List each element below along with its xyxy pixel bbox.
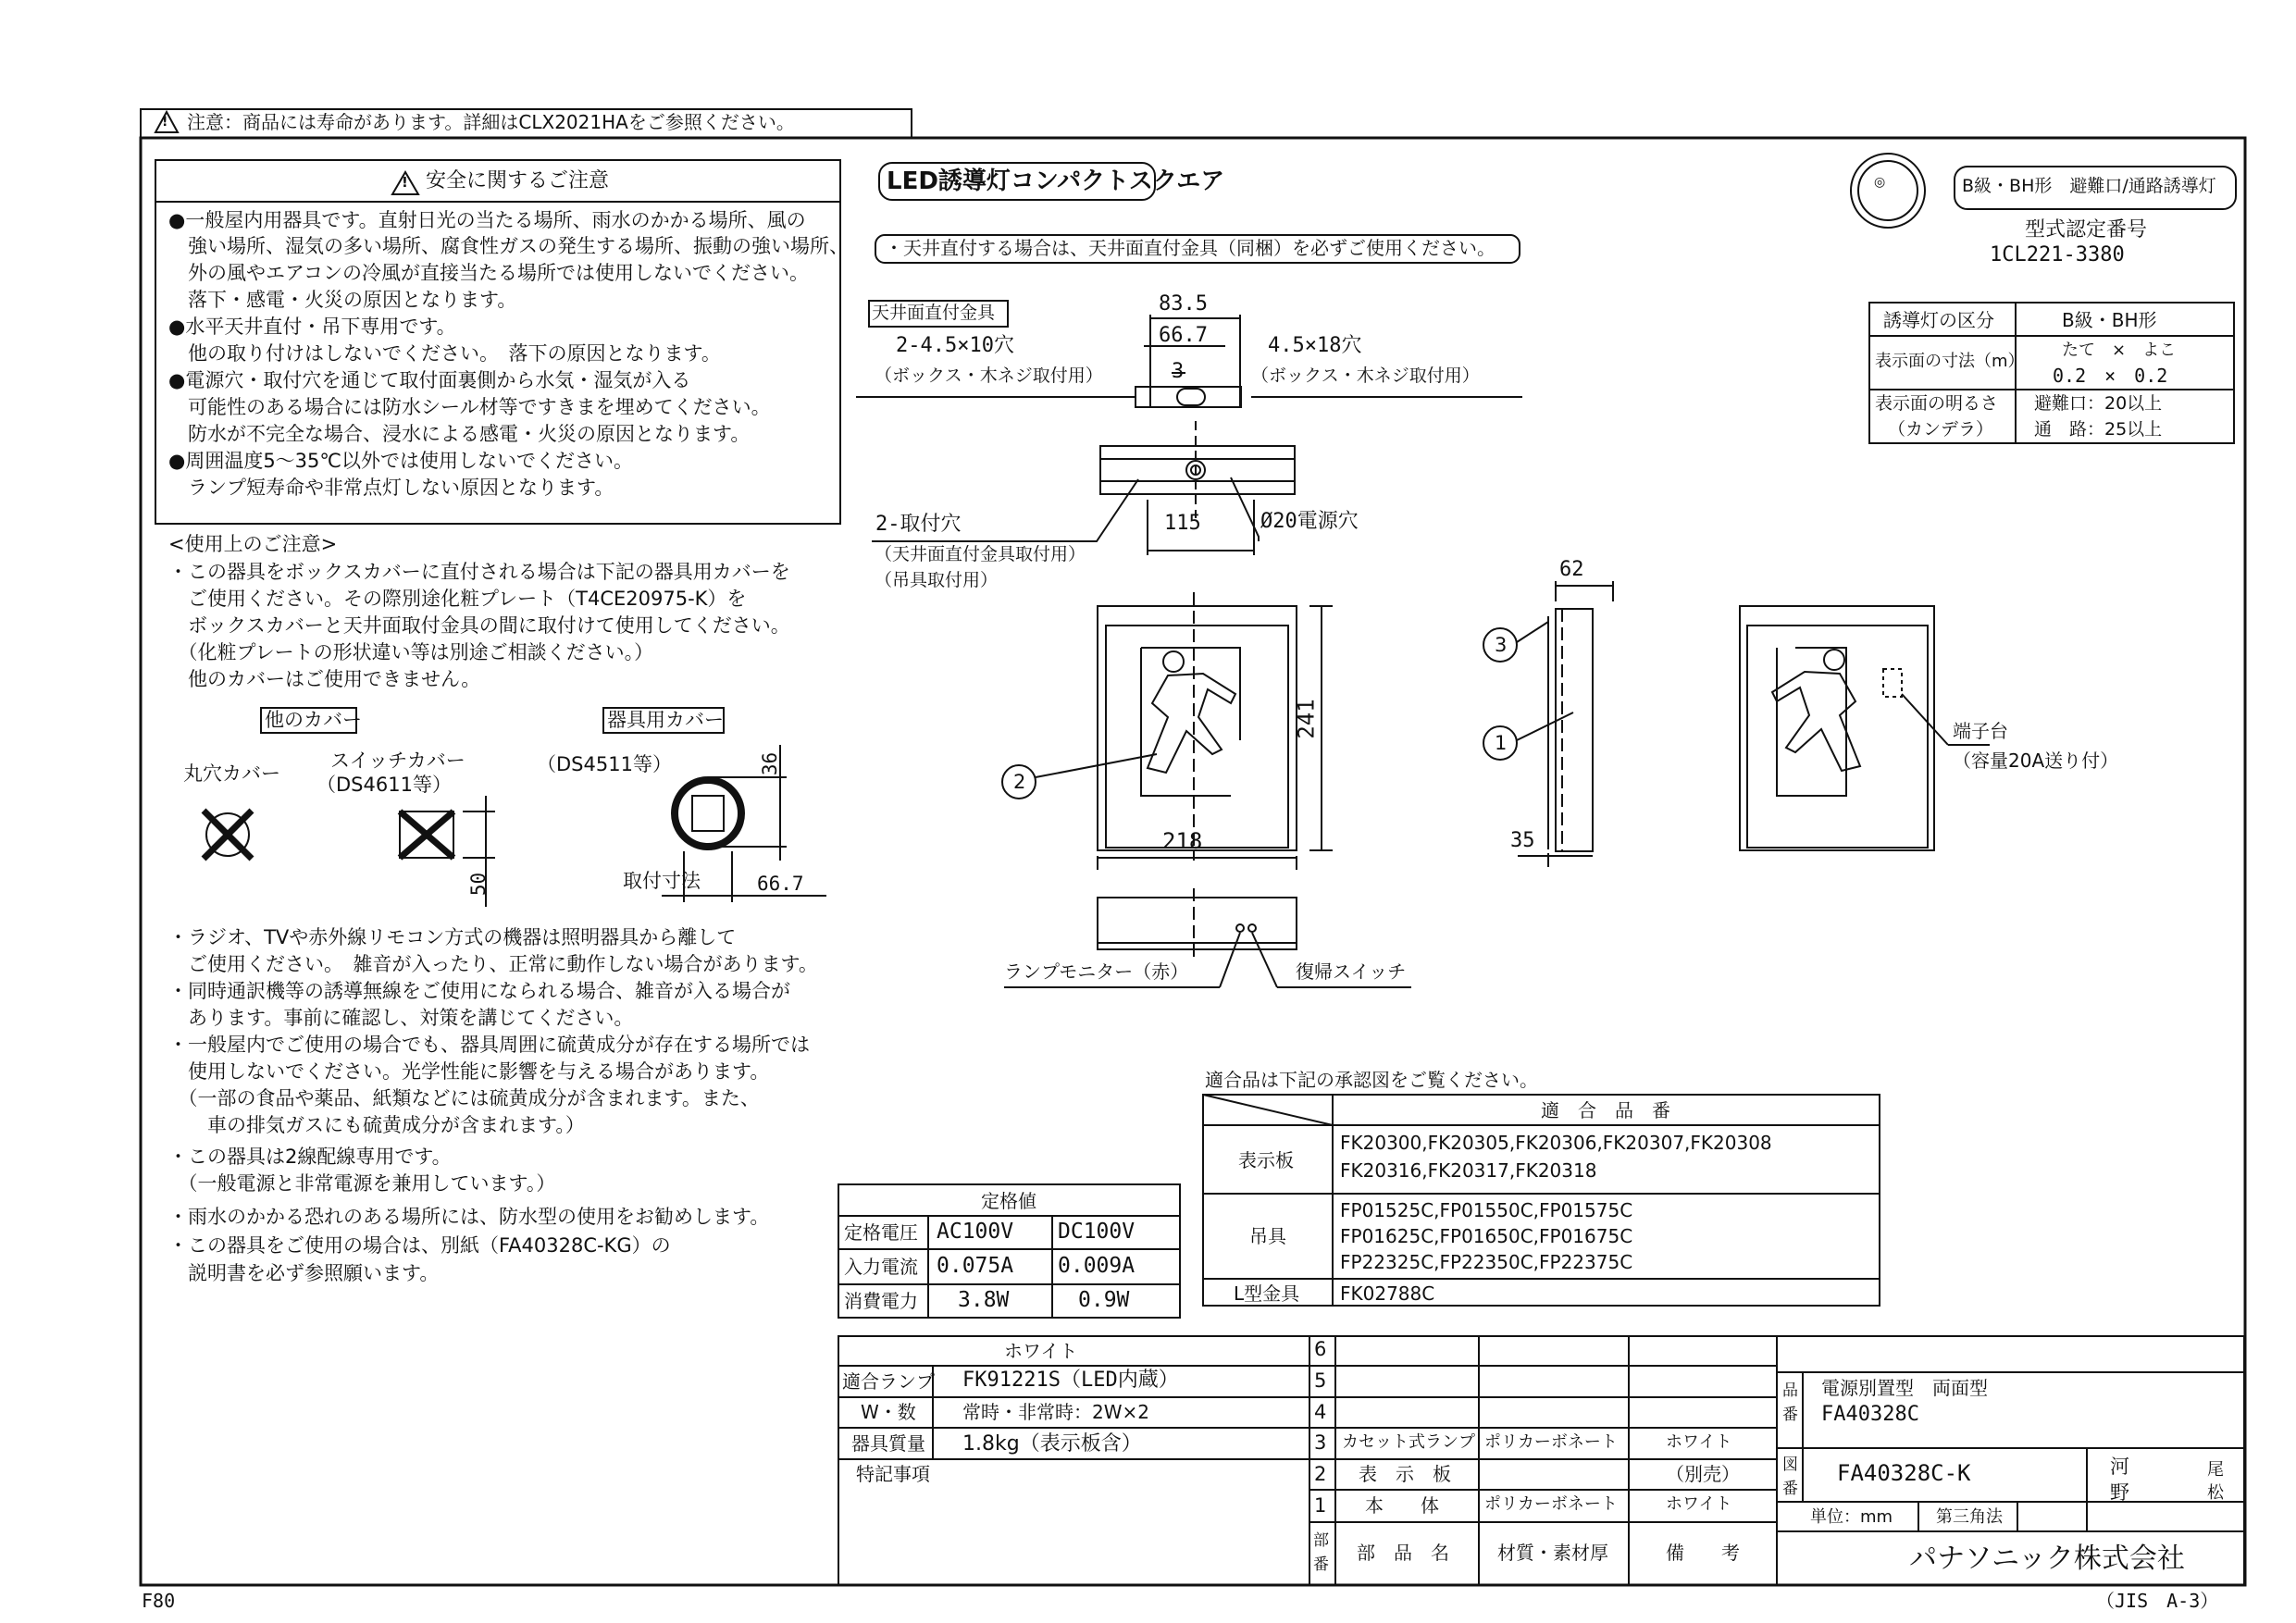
switch-cover-model: （DS4611等） [316,774,452,796]
usage-line: （化粧プレートの形状違い等は別途ご相談ください。） [168,641,654,663]
callout-2: 2 [1013,771,1026,793]
safety-line: ●水平天井直付・吊下専用です。 [168,316,456,338]
dim-35: 35 [1510,829,1535,852]
lamp-label: 適合ランプ [842,1370,935,1393]
dim-218: 218 [1162,828,1203,854]
switch-cover-label: スイッチカバー [330,750,465,772]
rating-cell: 0.009A [1058,1254,1136,1278]
compat-value: FK20316,FK20317,FK20318 [1340,1159,1597,1182]
safety-title: 安全に関するご注意 [426,169,610,192]
cert-cell: B級・BH形 [2062,309,2157,331]
part-name: 本 体 [1365,1494,1439,1517]
usage-line: （一部の食品や薬品、紙類などには硫黄成分が含まれます。また、 [168,1087,760,1109]
grade-box: B級・BH形 避難口/通路誘導灯 [1962,176,2216,196]
dim-115: 115 [1164,512,1201,535]
safety-line: 外の風やエアコンの冷風が直接当たる場所では使用しないでください。 [168,262,809,284]
dim-3: 3 [1172,360,1185,383]
part-no: 1 [1314,1494,1327,1517]
other-cover-label: 他のカバー [265,709,362,731]
usage-line: あります。事前に確認し、対策を講じてください。 [168,1007,634,1029]
usage-line: 他のカバーはご使用できません。 [168,668,481,690]
callout-1: 1 [1495,732,1508,754]
usage-line: ・一般屋内でご使用の場合でも、器具周囲に硫黄成分が存在する場所では [168,1034,810,1056]
model-no: 1CL221-3380 [1990,243,2125,266]
cert-cell: たて × よこ [2062,341,2177,360]
company-name: パナソニック株式会社 [1909,1542,2185,1575]
safety-line: 他の取り付けはしないでください。 落下の原因となります。 [168,342,721,365]
parts-header-no: 部番 [1313,1531,1329,1574]
mount-holes: 2-取付穴 [875,513,962,536]
safety-line: 可能性のある場合には防水シール材等ですきまを埋めてください。 [168,396,771,418]
fixture-cover-model: （DS4511等） [537,753,672,775]
color-value: ホワイト [1004,1340,1078,1362]
usage-line: 使用しないでください。光学性能に影響を与える場合があります。 [168,1060,770,1083]
cert-cell: 誘導灯の区分 [1883,309,1994,331]
footer-right: （JIS A-3） [2096,1590,2219,1612]
part-no: 4 [1314,1401,1327,1423]
mass-value: 1.8kg（表示板含） [962,1432,1142,1456]
holes-a: 2-4.5×10穴 [896,334,1014,357]
safety-line: 強い場所、湿気の多い場所、腐食性ガスの発生する場所、振動の強い場所、 [168,235,849,257]
safety-line: ●電源穴・取付穴を通じて取付面裏側から水気・湿気が入る [168,369,691,391]
rating-title: 定格値 [981,1190,1036,1212]
power-hole: Ø20電源穴 [1260,510,1359,533]
part-no: 3 [1314,1431,1327,1454]
part-note: ホワイト [1666,1494,1732,1514]
part-no: 5 [1314,1369,1327,1392]
dim-36: 36 [759,751,782,776]
usage-line: 車の排気ガスにも硫黄成分が含まれます。） [168,1114,585,1136]
compat-value: FK02788C [1340,1282,1435,1305]
part-no: 6 [1314,1338,1327,1360]
parts-header-mat: 材質・素材厚 [1497,1542,1608,1564]
compat-header: 適 合 品 番 [1541,1099,1670,1121]
round-cover-label: 丸穴カバー [183,762,280,785]
safety-line: ランプ短寿命や非常点灯しない原因となります。 [168,477,614,499]
safety-warning-icon: ! [402,174,408,191]
product-no: FA40328C [1821,1403,1919,1426]
cert-cell: 避難口：20以上 [2034,393,2163,414]
part-note: ホワイト [1666,1432,1732,1452]
lamp-value: FK91221S（LED内蔵） [962,1369,1179,1392]
product-label: 品番 [1782,1381,1798,1424]
fixture-cover-label: 器具用カバー [607,709,724,731]
notes-label: 特記事項 [856,1463,930,1485]
compat-value: FP01525C,FP01550C,FP01575C [1340,1199,1633,1221]
terminal-sub: （容量20A送り付） [1953,750,2119,772]
mass-label: 器具質量 [851,1432,925,1455]
lamp-monitor-label: ランプモニター（赤） [1004,960,1189,983]
safety-line: 防水が不完全な場合、浸水による感電・火災の原因となります。 [168,423,751,445]
rating-cell: 定格電圧 [844,1221,918,1244]
safety-line: ●周囲温度5～35℃以外では使用しないでください。 [168,450,633,472]
callout-3: 3 [1495,634,1508,656]
safety-line: 落下・感電・火災の原因となります。 [168,289,517,311]
cert-cell: 表示面の明るさ [1875,393,1999,414]
usage-line: ・同時通訳機等の誘導無線をご使用になられる場合、雑音が入る場合が [168,980,790,1002]
sign-3: 野 [2110,1481,2129,1504]
terminal-label: 端子台 [1953,720,2008,742]
rating-cell: 0.9W [1078,1288,1130,1312]
model-label: 型式認定番号 [2025,218,2148,242]
dim-50: 50 [467,872,490,897]
compat-value: FP01625C,FP01650C,FP01675C [1340,1225,1633,1247]
mount-holes-sub1: （天井面直付金具取付用） [875,544,1086,564]
drawing-label: 図番 [1782,1456,1798,1498]
cert-cell: 0.2 × 0.2 [2053,365,2168,387]
warning-icon: ! [162,115,168,130]
cert-cell: 表示面の寸法（m） [1875,352,2025,371]
parts-header-note: 備 考 [1666,1542,1740,1564]
usage-line: ボックスカバーと天井面取付金具の間に取付けて使用してください。 [168,614,790,637]
rating-cell: AC100V [937,1220,1014,1244]
compat-label: L型金具 [1234,1282,1300,1305]
usage-line: （一般電源と非常電源を兼用しています。） [168,1172,556,1195]
reset-switch-label: 復帰スイッチ [1296,960,1407,983]
rating-cell: 入力電流 [844,1256,918,1278]
compat-value: FK20300,FK20305,FK20306,FK20307,FK20308 [1340,1132,1772,1154]
rating-cell: 0.075A [937,1254,1014,1278]
drawing-no: FA40328C-K [1837,1460,1971,1486]
holes-b-sub: （ボックス・木ネジ取付用） [1251,365,1480,386]
holes-b: 4.5×18穴 [1268,334,1362,357]
sign-2: 尾 [2207,1460,2224,1480]
product-desc: 電源別置型 両面型 [1821,1377,1988,1399]
header-note: 注意：商品には寿命があります。詳細はCLX2021HAをご参照ください。 [187,111,795,133]
usage-line: 説明書を必ず参照願います。 [168,1262,440,1284]
holes-a-sub: （ボックス・木ネジ取付用） [875,365,1103,386]
rating-cell: DC100V [1058,1220,1136,1244]
usage-line: ご使用ください。その際別途化粧プレート（T4CE20975-K）を [168,588,747,610]
parts-header-name: 部 品 名 [1357,1542,1449,1564]
product-title: LED誘導灯コンパクトスクエア [887,167,1225,195]
bracket-label: 天井面直付金具 [872,303,996,323]
cert-cell: （カンデラ） [1888,419,1994,440]
usage-line: ・この器具をご使用の場合は、別紙（FA40328C-KG）の [168,1234,671,1257]
mount-holes-sub2: （吊具取付用） [875,570,999,590]
usage-line: ご使用ください。 雑音が入ったり、正常に動作しない場合があります。 [168,953,818,975]
usage-title: <使用上のご注意> [168,533,338,555]
compat-label: 吊具 [1249,1225,1286,1247]
sign-1: 河 [2110,1456,2129,1478]
rating-cell: 3.8W [958,1288,1010,1312]
part-note: （別売） [1666,1463,1740,1485]
compat-label: 表示板 [1238,1149,1294,1171]
dim-66-7-cover: 66.7 [757,873,804,895]
unit: 単位：mm [1810,1507,1893,1527]
cert-cell: 通 路：25以上 [2034,419,2163,440]
part-mat: ポリカーボネート [1484,1432,1618,1452]
part-no: 2 [1314,1463,1327,1485]
usage-line: ・雨水のかかる恐れのある場所には、防水型の使用をお勧めします。 [168,1206,770,1228]
ceiling-note: ・天井直付する場合は、天井面直付金具（同梱）を必ずご使用ください。 [885,237,1496,259]
footer-left: F80 [142,1590,176,1612]
angle: 第三角法 [1936,1507,2003,1527]
compat-note: 適合品は下記の承認図をご覧ください。 [1205,1069,1538,1091]
mount-dim-label: 取付寸法 [623,870,701,892]
safety-line: ●一般屋内用器具です。直射日光の当たる場所、雨水のかかる場所、風の [168,209,806,231]
part-name: カセット式ランプ [1342,1432,1475,1452]
cert-seal-icon: ◎ [1874,175,1886,190]
watt-label: W・数 [861,1401,916,1423]
sign-4: 松 [2207,1483,2224,1503]
usage-line: ・この器具をボックスカバーに直付される場合は下記の器具用カバーを [168,561,790,583]
part-name: 表 示 板 [1359,1463,1451,1485]
watt-value: 常時・非常時：2W×2 [962,1401,1149,1423]
compat-value: FP22325C,FP22350C,FP22375C [1340,1251,1633,1273]
dim-62: 62 [1559,558,1584,581]
dim-83-5: 83.5 [1159,292,1208,316]
dim-241: 241 [1293,699,1320,739]
usage-line: ・ラジオ、TVや赤外線リモコン方式の機器は照明器具から離して [168,926,737,948]
part-mat: ポリカーボネート [1484,1494,1618,1514]
dim-66-7: 66.7 [1159,324,1208,347]
usage-line: ・この器具は2線配線専用です。 [168,1146,452,1168]
rating-cell: 消費電力 [844,1290,918,1312]
